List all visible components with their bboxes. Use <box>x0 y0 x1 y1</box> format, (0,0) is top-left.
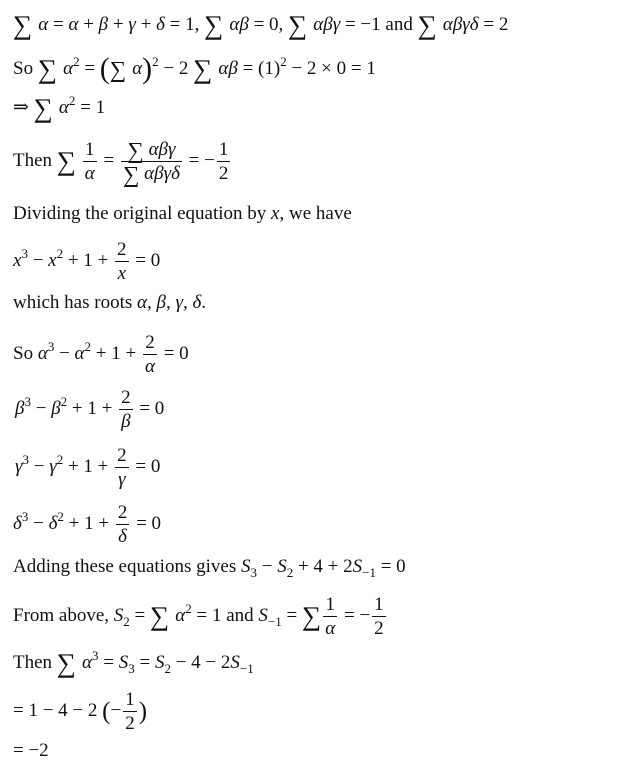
fraction: $\frac{1}{\alpha}$ <box>84 139 95 185</box>
fraction: $\frac{1}{2}$ <box>218 139 229 185</box>
line-adding-equations: Adding these equations gives $S_3 - S_2 + 4 + 2S_{-1} = 0$ <box>13 556 406 580</box>
line-dividing-text: Dividing the original equation by x, we have <box>13 203 352 224</box>
sum-symbol: ∑ <box>33 93 53 123</box>
line-divided-equation: $x^3 - x^2 + 1$ + $\frac{2}{x}$ = 0 <box>13 239 161 285</box>
sum-symbol: ∑ <box>56 146 77 176</box>
fraction: $\frac{1}{\alpha}$ <box>325 594 336 640</box>
fraction: $\frac{1}{2}$ <box>374 594 384 640</box>
sum-symbol: ∑ <box>13 10 33 40</box>
line-beta-equation: $\beta^3 - \beta^2 + 1$ + $\frac{2}{\beta}$ = 0 <box>15 387 165 433</box>
line-from-above: From above, $S_2$ = ∑ $\alpha^2 = 1$ and $S_{-1}$ = ∑ $\frac{1}{\alpha}$ = − $\frac{1}{2}$ <box>13 594 384 640</box>
line-roots-text: which has roots α, β, γ, δ. <box>13 292 207 313</box>
line-sum-squares: So ∑ $\alpha^2$ = (∑ α)$^2$ − 2 ∑ $\alpha\beta = (1)^2 - 2 \times 0 = 1$ <box>13 52 376 85</box>
sum-symbol: ∑ <box>204 10 224 40</box>
fraction: $\frac{2}{x}$ <box>117 239 127 285</box>
fraction: $\frac{1}{2}$ <box>125 689 135 735</box>
sum-symbol: ∑ <box>56 648 77 678</box>
sum-symbol: ∑ <box>301 601 322 631</box>
sum-symbol: ∑ <box>109 57 127 82</box>
sum-symbol: ∑ <box>37 54 58 84</box>
fraction: $\frac{\text{∑ αβγ}}{\text{∑ αβγδ}}$ <box>123 138 180 188</box>
sum-symbol: ∑ <box>193 54 213 84</box>
line-alpha-equation: So $\alpha^3 - \alpha^2 + 1$ + $\frac{2}{\alpha}$ = 0 <box>13 332 189 378</box>
line-sum-cubes: Then ∑ $\alpha^3 = S_3 = S_2 - 4 - 2S_{-1}$ <box>13 648 254 678</box>
line-implies: ⇒ ∑ $\alpha^2 = 1$ <box>13 93 106 123</box>
fraction: $\frac{2}{\beta}$ <box>121 387 131 433</box>
line-delta-equation: $\delta^3 - \delta^2 + 1$ + $\frac{2}{\delta}$ = 0 <box>13 502 162 548</box>
sum-symbol: ∑ <box>150 601 170 631</box>
sum-symbol: ∑ <box>288 10 308 40</box>
line-sum-relations: ∑ α = α + β + γ + δ = 1, ∑ αβ = 0, ∑ αβγ = −1 and ∑ αβγδ = 2 <box>13 10 509 40</box>
fraction: $\frac{2}{\delta}$ <box>117 502 128 548</box>
line-final-result: = −2 <box>13 740 49 761</box>
fraction: $\frac{2}{\gamma}$ <box>117 445 127 491</box>
line-reciprocal-sum: Then ∑ $\frac{1}{\alpha}$ = $\frac{\text{∑ αβγ}}{\text{∑ αβγδ}}$ = − $\frac{1}{2}$ <box>13 138 229 188</box>
line-gamma-equation: $\gamma^3 - \gamma^2 + 1$ + $\frac{2}{\gamma}$ = 0 <box>15 445 161 491</box>
line-substitution: = 1 − 4 − 2 (− $\frac{1}{2}$ ) <box>13 689 148 735</box>
sum-symbol: ∑ <box>417 10 437 40</box>
fraction: $\frac{2}{\alpha}$ <box>144 332 155 378</box>
